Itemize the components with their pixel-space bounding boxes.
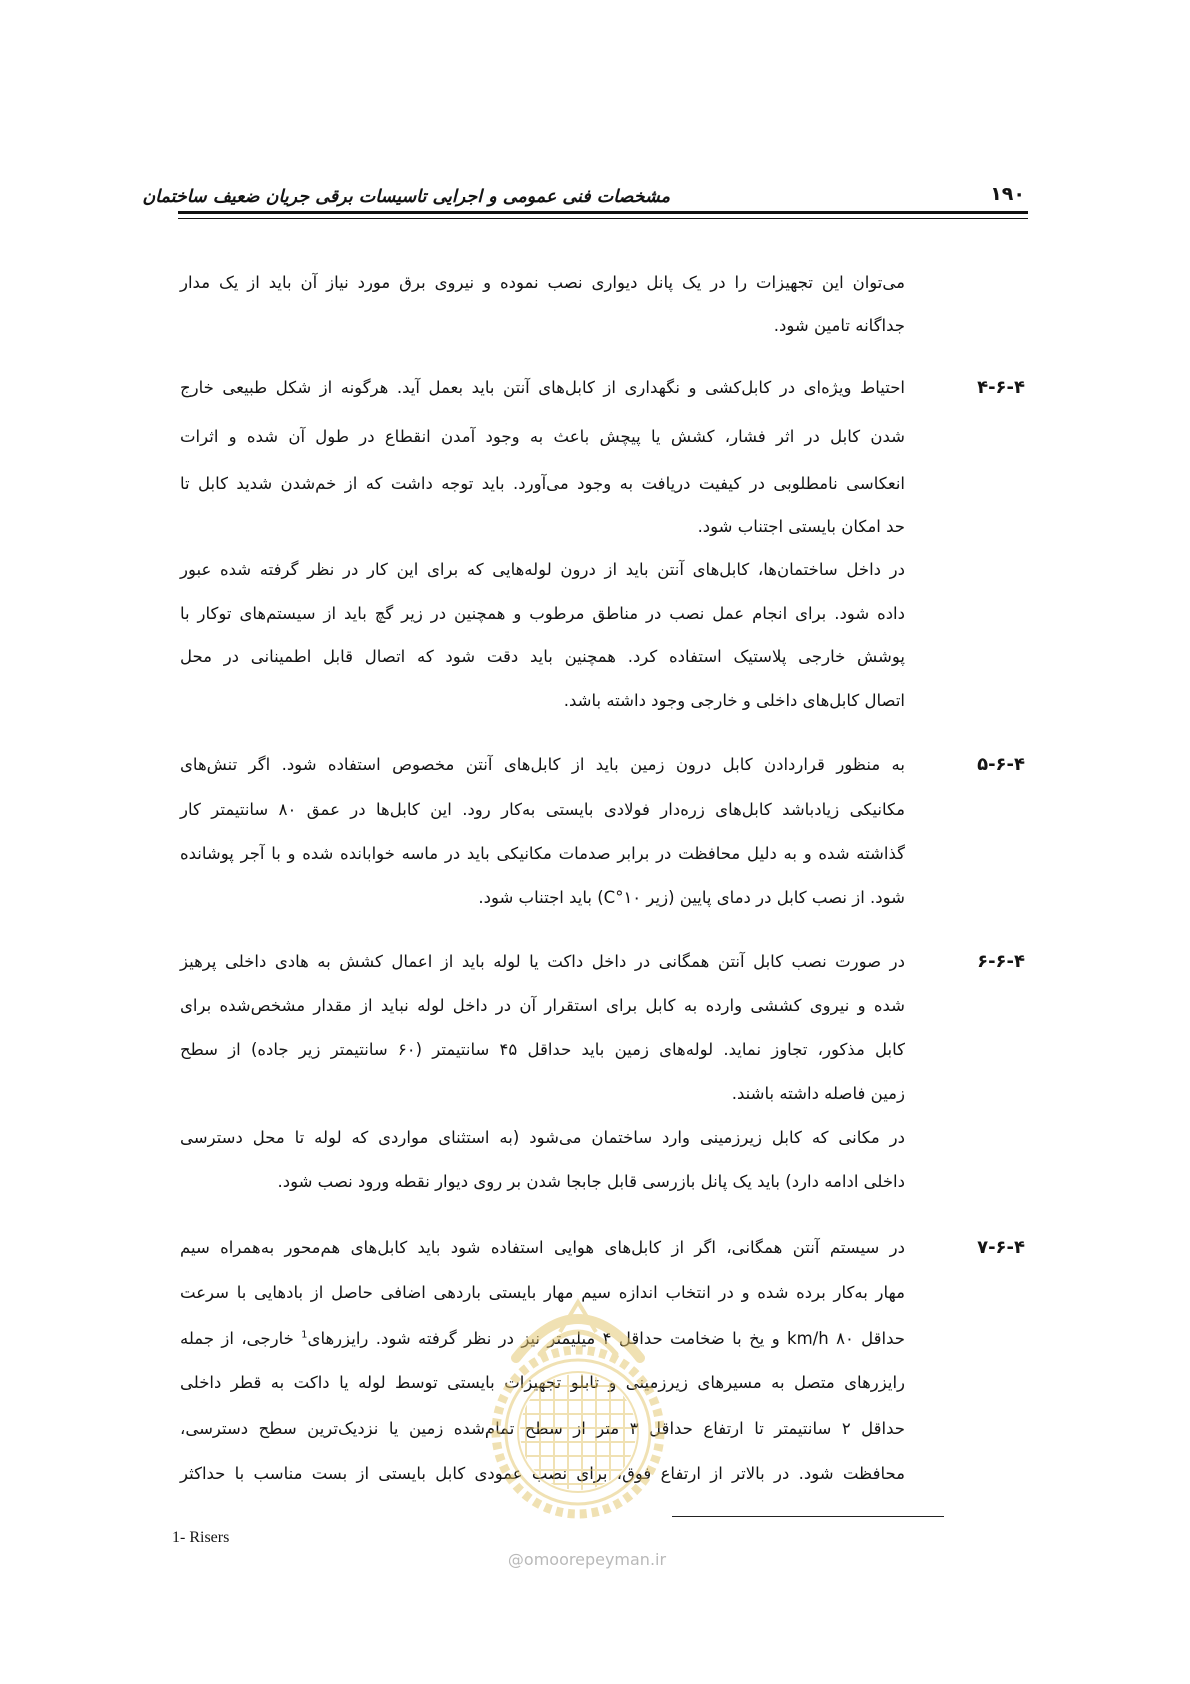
watermark-text: @omoorepeyman.ir <box>507 1550 667 1569</box>
body-line: حداقل ۲ سانتیمتر تا ارتفاع حداقل ۳ متر از سطح تمام‌شده زمین یا نزدیک‌ترین سطح دسترسی، <box>180 1419 905 1438</box>
body-line: احتیاط ویژه‌ای در کابل‌کشی و نگهداری از کابل‌های آنتن باید بعمل آید. هرگونه از شکل طبیعی خارج <box>180 378 905 397</box>
body-line: در مکانی که کابل زیرزمینی وارد ساختمان می‌شود (به استثنای مواردی که لوله تا محل دسترسی <box>180 1128 905 1147</box>
body-line: کابل مذکور، تجاوز نماید. لوله‌های زمین باید حداقل ۴۵ سانتیمتر (۶۰ سانتیمتر زیر جاده) از سطح <box>180 1040 905 1059</box>
body-line: شدن کابل در اثر فشار، کشش یا پیچش باعث به وجود آمدن انقطاع در طول آن شده و اثرات <box>180 427 905 446</box>
page-number: ۱۹۰ <box>990 183 1025 205</box>
body-line: محافظت شود. در بالاتر از ارتفاع فوق، برای نصب عمودی کابل بایستی از بست مناسب با حداکثر <box>180 1464 905 1483</box>
watermark-logo <box>488 1262 668 1532</box>
body-line: حد امکان بایستی اجتناب شود. <box>697 517 905 536</box>
body-line: می‌توان این تجهیزات را در یک پانل دیواری نصب نموده و نیروی برق مورد نیاز آن باید از یک مدار <box>180 273 905 292</box>
body-line: شود. از نصب کابل در دمای پایین (زیر ۱۰°C) باید اجتناب شود. <box>478 888 905 907</box>
body-line: به منظور قراردادن کابل درون زمین باید از کابل‌های آنتن مخصوص استفاده شود. اگر تنش‌های <box>180 755 905 774</box>
body-line-text: حداقل ۸۰ km/h و یخ با ضخامت حداقل ۴ میلیمتر نیز در نظر گرفته شود. رایزرهای <box>307 1329 906 1348</box>
running-title: مشخصات فنی عمومی و اجرایی تاسیسات برقی جریان ضعیف ساختمان <box>142 187 670 207</box>
footnote-reference[interactable]: 1 <box>301 1329 308 1341</box>
body-line: داده شود. برای انجام عمل نصب در مناطق مرطوب و همچنین در زیر گچ باید از سیستم‌های توکار با <box>180 604 905 623</box>
body-line: در صورت نصب کابل آنتن همگانی در داخل داکت یا لوله باید از اعمال کشش به هادی داخلی پرهیز <box>180 952 905 971</box>
section-number: ۴-۶-۵ <box>977 754 1025 775</box>
section-number: ۴-۶-۴ <box>977 377 1025 398</box>
section-number: ۴-۶-۷ <box>977 1237 1025 1258</box>
body-line: پوشش خارجی پلاستیک استفاده کرد. همچنین باید دقت شود که اتصال قابل اطمینانی در محل <box>180 647 905 666</box>
body-line: رایزرهای متصل به مسیرهای زیرزمینی و تابلو تجهیزات بایستی توسط لوله یا داکت به قطر داخلی <box>180 1373 905 1392</box>
body-line: گذاشته شده و به دلیل محافظت در برابر صدمات مکانیکی باید در ماسه خوابانده شده و با آجر پوشانده <box>180 844 905 863</box>
footnote: 1- Risers <box>172 1529 230 1546</box>
body-line: مهار به‌کار برده شده و در انتخاب اندازه سیم مهار بایستی باردهی اضافی حاصل از بادهایی با سرعت <box>180 1283 905 1302</box>
body-line-text: خارجی، از جمله <box>180 1329 302 1348</box>
header-rule-thick <box>178 211 1028 214</box>
section-number: ۴-۶-۶ <box>977 951 1025 972</box>
body-line: زمین فاصله داشته باشند. <box>731 1084 905 1103</box>
body-line: داخلی ادامه دارد) باید یک پانل بازرسی قابل جابجا شدن بر روی دیوار نقطه ورود نصب شود. <box>277 1172 905 1191</box>
body-line: در داخل ساختمان‌ها، کابل‌های آنتن باید از درون لوله‌هایی که برای این کار در نظر گرفته شده عبور <box>180 560 905 579</box>
header-rule-thin <box>178 218 1028 219</box>
body-line: در سیستم آنتن همگانی، اگر از کابل‌های هوایی استفاده شود باید کابل‌های هم‌محور به‌همراه سیم <box>180 1238 905 1257</box>
body-line: انعکاسی نامطلوبی در کیفیت دریافت به وجود می‌آورد. باید توجه داشت که از خم‌شدن شدید کابل تا <box>180 474 905 493</box>
body-line: مکانیکی زیادباشد کابل‌های زره‌دار فولادی بایستی به‌کار رود. این کابل‌ها در عمق ۸۰ سانتیمتر کار <box>180 800 906 819</box>
body-line: اتصال کابل‌های داخلی و خارجی وجود داشته باشد. <box>563 691 905 710</box>
body-line: جداگانه تامین شود. <box>773 316 905 335</box>
footnote-rule <box>672 1516 944 1517</box>
body-line: شده و نیروی کششی وارده به کابل برای استقرار آن در داخل لوله نباید از مقدار مشخص‌شده برای <box>180 996 905 1015</box>
